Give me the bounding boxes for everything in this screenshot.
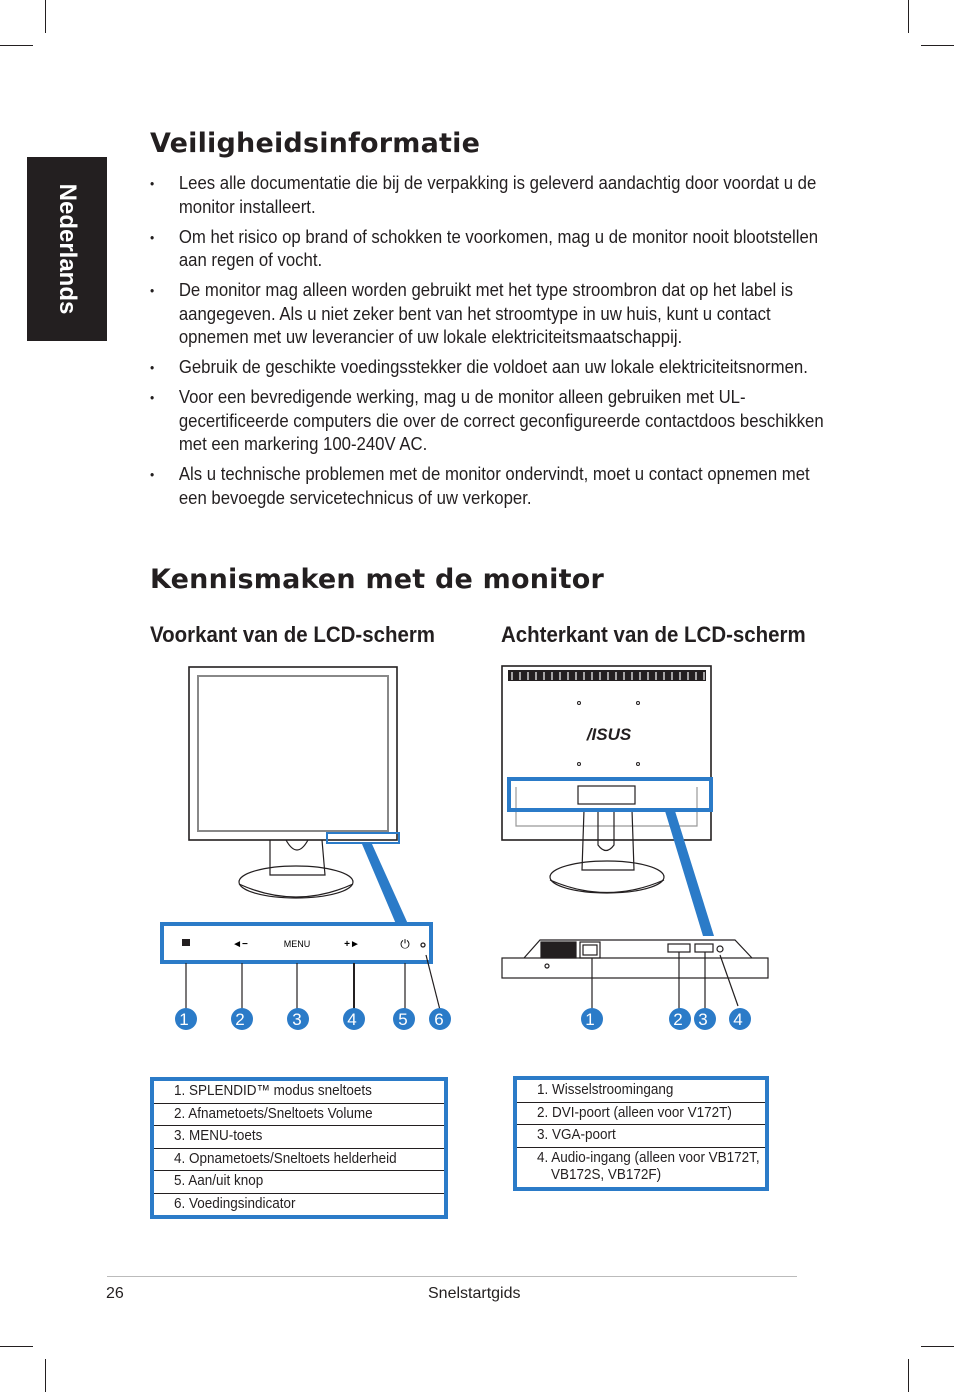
front-heading: Voorkant van de LCD-scherm	[150, 622, 436, 647]
monitor-heading: Kennismaken met de monitor	[150, 564, 604, 595]
table-row: 5. Aan/uit knop	[154, 1170, 444, 1193]
table-row: 4. Opnametoets/Sneltoets helderheid	[154, 1148, 444, 1171]
footer-divider	[107, 1276, 797, 1277]
list-item: • Lees alle documentatie die bij de verpakking is geleverd aandachtig door voordat u de monitor installeert.	[150, 172, 830, 219]
zoom-connector	[362, 844, 408, 924]
page-number: 26	[106, 1285, 124, 1302]
svg-text:5: 5	[398, 1010, 408, 1029]
table-row: 2. DVI-poort (alleen voor V172T)	[517, 1102, 765, 1125]
port-area-highlight	[509, 779, 711, 810]
svg-text:6: 6	[434, 1010, 444, 1029]
table-row: 3. VGA-poort	[517, 1124, 765, 1147]
svg-text:2: 2	[235, 1010, 245, 1029]
footer-title: Snelstartgids	[428, 1285, 521, 1302]
list-item: • De monitor mag alleen worden gebruikt met het type stroombron dat op het label is aangegeven. Als u niet zeker bent van het stroomtype in uw huis, kunt u contact opnemen met uw leverancier of uw lokale elektriciteitsmaatschappij.	[150, 279, 830, 350]
button-area-highlight	[327, 833, 399, 843]
list-item: • Gebruik de geschikte voedingsstekker die voldoet aan uw lokale elektriciteitsnormen.	[150, 356, 830, 380]
safety-heading: Veiligheidsinformatie	[150, 128, 481, 159]
splendid-icon	[182, 939, 190, 946]
power-icon: ⏻	[400, 937, 410, 951]
zoom-connector	[665, 811, 714, 936]
table-row: 3. MENU-toets	[154, 1125, 444, 1148]
list-item: • Als u technische problemen met de monitor ondervindt, moet u contact opnemen met een bevoegde servicetechnicus of uw verkoper.	[150, 463, 830, 510]
back-callouts	[581, 1008, 751, 1030]
svg-text:1: 1	[179, 1010, 189, 1029]
table-row: 1. SPLENDID™ modus sneltoets	[174, 1083, 372, 1099]
list-item: • Om het risico op brand of schokken te voorkomen, mag u de monitor nooit blootstellen aan regen of vocht.	[150, 226, 830, 273]
front-monitor-illustration	[189, 667, 397, 898]
asus-logo: /ISUS	[586, 725, 632, 744]
table-row: 1. Wisselstroomingang	[537, 1082, 674, 1098]
table-row: 4. Audio-ingang (alleen voor VB172T, VB172S, VB172F)	[517, 1147, 765, 1187]
menu-button-label: MENU	[283, 939, 311, 949]
back-callout-lines	[592, 952, 738, 1010]
back-ports-illustration	[502, 940, 768, 978]
back-legend-table	[513, 1076, 769, 1191]
language-tab-label: Nederlands	[54, 183, 81, 315]
list-item: • Voor een bevredigende werking, mag u de monitor alleen gebruiken met UL-gecertificeerde computers die over de correct geconfigureerde contactdoos beschikken met een markering 100-240V AC.	[150, 386, 830, 457]
table-row: 6. Voedingsindicator	[154, 1193, 444, 1216]
svg-text:4: 4	[733, 1010, 743, 1029]
svg-text:2: 2	[673, 1010, 683, 1029]
table-row: 2. Afnametoets/Sneltoets Volume	[154, 1103, 444, 1126]
brightness-up-icon: +►	[344, 939, 360, 950]
front-legend-table	[150, 1077, 448, 1219]
svg-text:4: 4	[347, 1010, 357, 1029]
svg-text:1: 1	[585, 1010, 595, 1029]
back-heading: Achterkant van de LCD-scherm	[501, 622, 806, 647]
svg-text:3: 3	[292, 1010, 302, 1029]
volume-down-icon: ◄−	[232, 939, 248, 950]
front-callouts	[175, 1008, 451, 1030]
svg-text:3: 3	[698, 1010, 708, 1029]
